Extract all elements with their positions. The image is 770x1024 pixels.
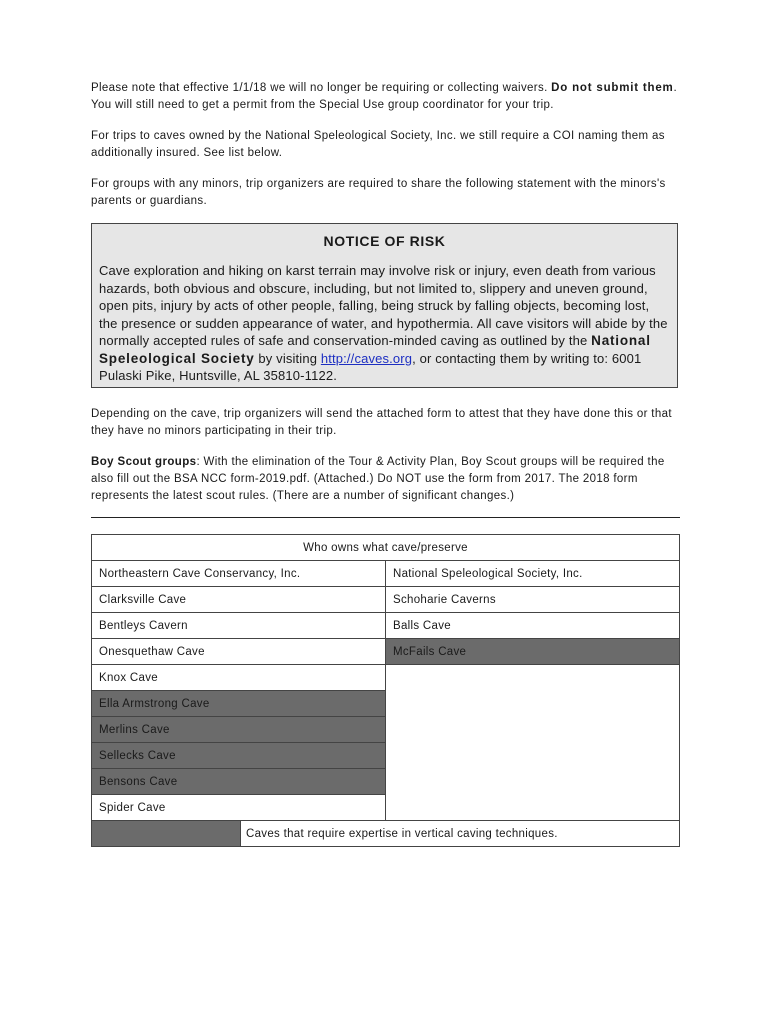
legend-cell [92,821,680,847]
document-page [91,80,680,847]
boy-scout-emphasis: Boy Scout groups [91,456,197,468]
coi-paragraph: For trips to caves owned by the National Speleological Society, Inc. we still require a COI naming them as additionally insured. See list below. [91,130,665,159]
empty-cell-nss [386,665,680,821]
notice-of-risk-title: NOTICE OF RISK [323,233,446,249]
cave-cell-nss: Schoharie Caverns [386,587,680,613]
legend-swatch [92,821,241,846]
column-ncc: Northeastern Cave Conservancy, Inc. [92,561,386,587]
notice-of-risk-box [91,223,678,388]
cave-ownership-table [91,534,680,847]
waiver-notice-paragraph: Please note that effective 1/1/18 we will no longer be requiring or collecting waivers. Do not submit them. You will still need to get a permit from the Special Use group coordinator for your trip. [91,82,678,111]
notice-of-risk-text: Cave exploration and hiking on karst terrain may involve risk or injury, even death from various hazards, both obvious and obscure, including, but not limited to, slippery and uneven ground, open pits, injury by acts of other people, falling, being struck by falling objects, becoming lost, the presence or sudden appearance of water, and hypothermia. All cave visitors will abide by the normally accepted rules of safe and conservation-minded caving as outlined by the National Speleological Society by visiting http://caves.org, or contacting them by writing to: 6001 Pulaski Pike, Huntsville, AL 35810-1122. [99,263,668,383]
table-row [92,613,680,639]
boy-scout-paragraph: Boy Scout groups: With the elimination of the Tour & Activity Plan, Boy Scout groups will be required the also fill out the BSA NCC form-2019.pdf. (Attached.) Do NOT use the form from 2017. The 2018 form represents the latest scout rules. (There are a number of significant changes.) [91,456,665,502]
table-row [92,639,680,665]
cave-cell-ncc: Onesquethaw Cave [92,639,386,665]
cave-cell-nss: McFails Cave [386,639,680,665]
nss-name: National Speleological Society [99,333,651,366]
attest-paragraph: Depending on the cave, trip organizers will send the attached form to attest that they have done this or that they have no minors participating in their trip. [91,408,672,437]
legend-text: Caves that require expertise in vertical caving techniques. [246,827,558,840]
cave-cell-ncc: Bentleys Cavern [92,613,386,639]
table-row [92,587,680,613]
cave-cell-ncc: Clarksville Cave [92,587,386,613]
legend-row [92,821,680,847]
cave-cell-nss: Balls Cave [386,613,680,639]
table-header: Who owns what cave/preserve [92,535,680,561]
cave-cell-ncc: Knox Cave [92,665,386,691]
cave-cell-ncc: Ella Armstrong Cave [92,691,386,717]
cave-cell-ncc: Sellecks Cave [92,743,386,769]
cave-cell-ncc: Bensons Cave [92,769,386,795]
do-not-submit-emphasis: Do not submit them [551,82,674,94]
minors-paragraph: For groups with any minors, trip organizers are required to share the following statement with the minors's parents or guardians. [91,178,666,207]
cave-cell-ncc: Merlins Cave [92,717,386,743]
cave-cell-ncc: Spider Cave [92,795,386,821]
table-row [92,665,680,691]
divider [91,517,680,518]
column-nss: National Speleological Society, Inc. [386,561,680,587]
caves-org-link[interactable]: http://caves.org [320,350,413,366]
